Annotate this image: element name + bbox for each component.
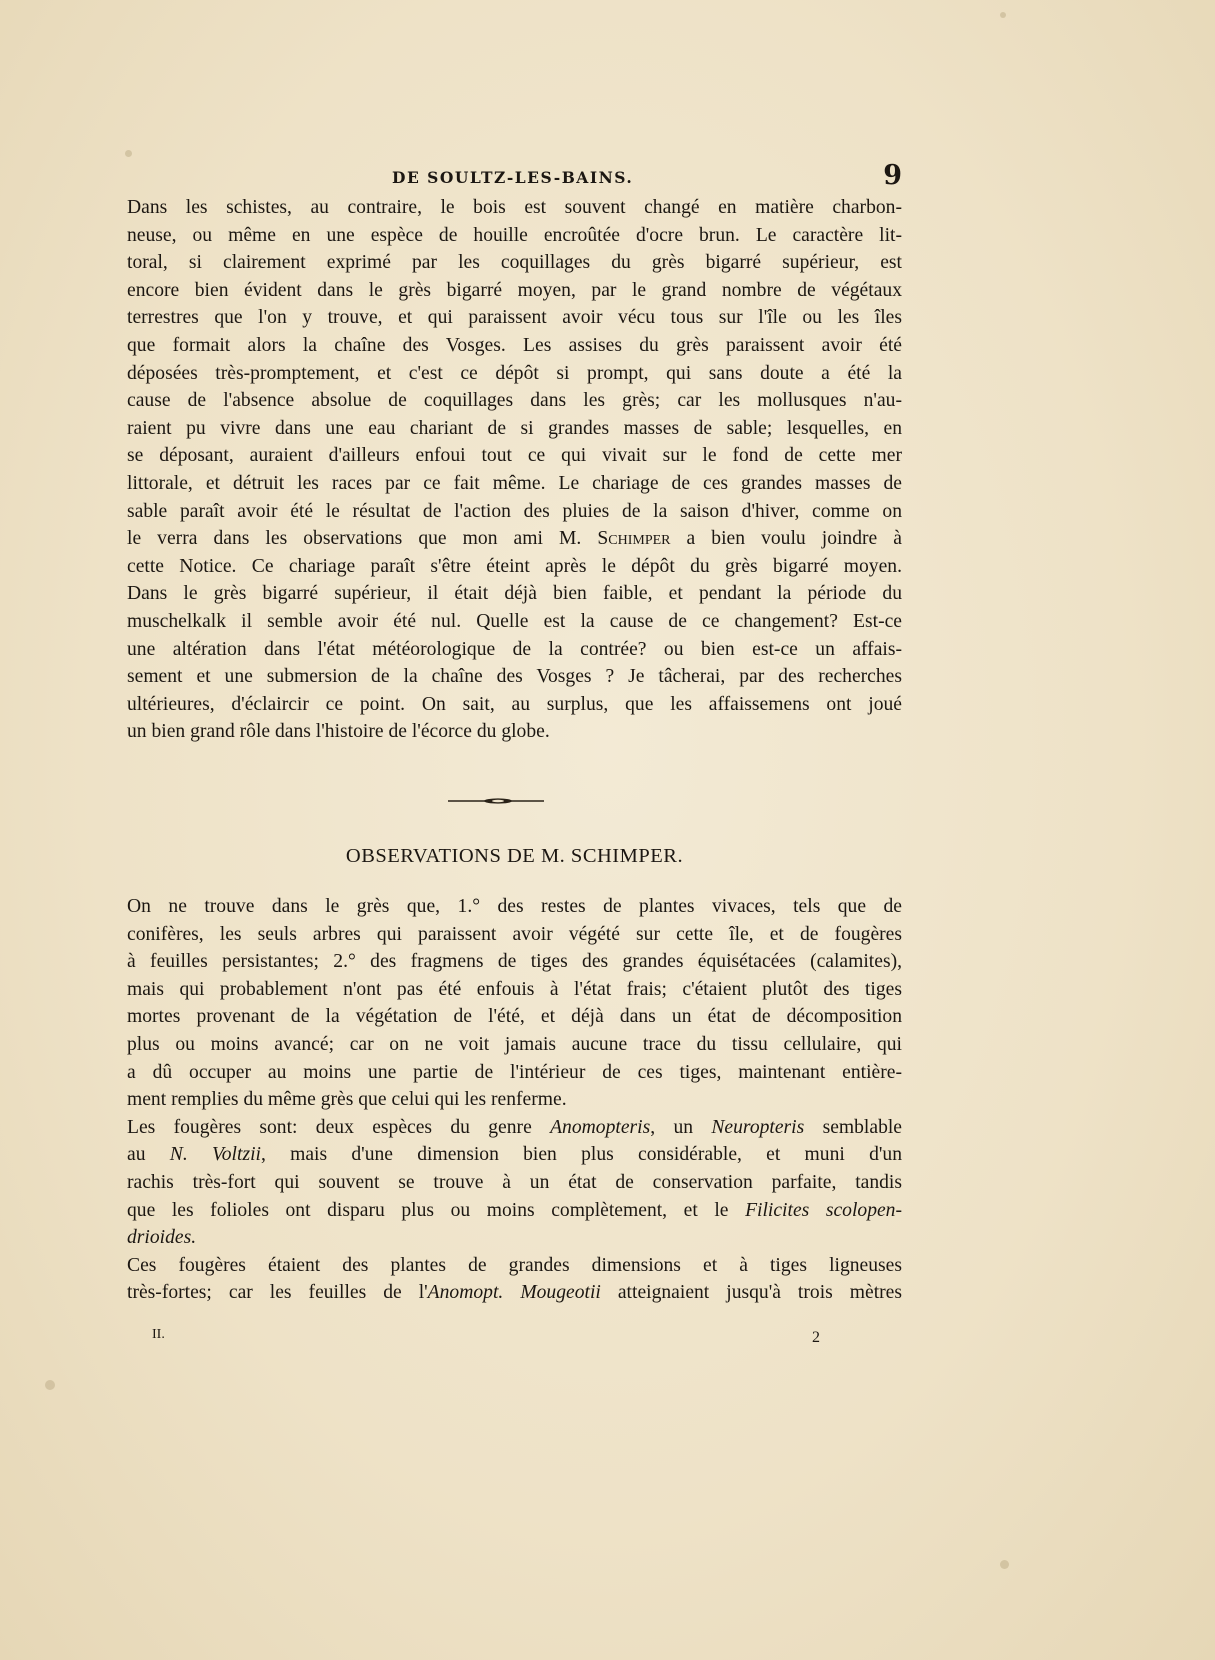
text-line: ultérieures, d'éclaircir ce point. On sait, au surplus, que les affaissemens ont joué (127, 693, 902, 715)
species-name: Anomopt. Mougeotii (427, 1282, 601, 1304)
signature-mark: II. (152, 1327, 165, 1342)
running-title: DE SOULTZ-LES-BAINS. (392, 168, 634, 187)
text-line: rachis très-fort qui souvent se trouve à un état de conservation parfaite, tandis (127, 1171, 902, 1193)
paragraph-2 (127, 893, 902, 1307)
text-line: Ces fougères étaient des plantes de grandes dimensions et à tiges ligneuses (127, 1254, 902, 1276)
text-line: muschelkalk il semble avoir été nul. Quelle est la cause de ce changement? Est-ce (127, 610, 902, 632)
text-line: déposées très-promptement, et c'est ce dépôt si prompt, qui sans doute a été la (127, 362, 902, 384)
text-line: Dans les schistes, au contraire, le bois est souvent changé en matière charbon- (127, 197, 902, 218)
text-line: ment remplies du même grès que celui qui les renferme. (127, 1089, 567, 1111)
text-line: Les fougères sont: deux espèces du genre Anomopteris, un Neuropteris semblable (127, 1116, 903, 1138)
text-line: cette Notice. Ce chariage paraît s'être éteint après le dépôt du grès bigarré moyen. (127, 555, 902, 577)
species-name: drioides. (127, 1227, 197, 1249)
text-line: se déposant, auraient d'ailleurs enfoui tout ce qui vivait sur le fond de cette mer (127, 445, 902, 467)
foxing-spot (1000, 1560, 1009, 1569)
text-line: très-fortes; car les feuilles de l'Anomopt. Mougeotii atteignaient jusqu'à trois mètres (127, 1282, 902, 1304)
foxing-spot (125, 150, 132, 157)
running-header (127, 160, 902, 192)
text-line: à feuilles persistantes; 2.° des fragmens de tiges des grandes équisétacées (calamites), (127, 951, 902, 973)
foxing-spot (1000, 12, 1006, 18)
paragraph-3 (127, 1114, 902, 1252)
text-line: au N. Voltzii, mais d'une dimension bien plus considérable, et muni d'un (127, 1144, 902, 1166)
text-line (127, 1224, 902, 1252)
paragraph-1 (127, 194, 902, 746)
foxing-spot (45, 1380, 55, 1390)
ornament-divider (448, 795, 544, 807)
text-line: que formait alors la chaîne des Vosges. Les assises du grès paraissent avoir été (127, 334, 902, 356)
text-line: plus ou moins avancé; car on ne voit jamais aucune trace du tissu cellulaire, qui (127, 1033, 902, 1055)
text-line: sable paraît avoir été le résultat de l'action des pluies de la saison d'hiver, comme on (127, 500, 902, 522)
text-line: un bien grand rôle dans l'histoire de l'écorce du globe. (127, 721, 550, 743)
paragraph-4 (127, 1252, 902, 1307)
text-line: conifères, les seuls arbres qui paraissent avoir végété sur cette île, et de fougères (127, 923, 902, 945)
species-name: N. Voltzii (169, 1144, 261, 1166)
text-line: mais qui probablement n'ont pas été enfouis à l'état frais; c'étaient plutôt des tiges (127, 978, 902, 1000)
person-name: Schimper (597, 528, 671, 550)
section-title: OBSERVATIONS DE M. SCHIMPER. (345, 845, 684, 867)
text-line: neuse, ou même en une espèce de houille encroûtée d'ocre brun. Le caractère lit- (127, 224, 902, 246)
text-line: terrestres que l'on y trouve, et qui paraissent avoir vécu tous sur l'île ou les îles (127, 307, 902, 329)
text-line: Dans le grès bigarré supérieur, il était déjà bien faible, et pendant la période du (127, 583, 902, 605)
sheet-number: 2 (812, 1329, 820, 1346)
species-name: Filicites scolopen- (745, 1199, 903, 1221)
text-line: encore bien évident dans le grès bigarré moyen, par le grand nombre de végétaux (127, 279, 902, 301)
genus-name: Anomopteris (550, 1116, 651, 1138)
text-line: mortes provenant de la végétation de l'été, et déjà dans un état de décomposition (127, 1006, 902, 1028)
text-line: sement et une submersion de la chaîne des Vosges ? Je tâcherai, par des recherches (127, 666, 902, 688)
text-line: toral, si clairement exprimé par les coquillages du grès bigarré supérieur, est (127, 252, 902, 274)
text-line: une altération dans l'état météorologique de la contrée? ou bien est-ce un affais- (127, 638, 902, 660)
text-line: a dû occuper au moins une partie de l'intérieur de ces tiges, maintenant entière- (127, 1061, 902, 1083)
genus-name: Neuropteris (711, 1116, 805, 1138)
page-number: 9 (883, 160, 902, 191)
text-line: littorale, et détruit les races par ce fait même. Le chariage de ces grandes masses de (127, 472, 902, 494)
text-line: On ne trouve dans le grès que, 1.° des restes de plantes vivaces, tels que de (127, 896, 902, 917)
text-line: le verra dans les observations que mon ami M. Schimper a bien voulu joindre à (127, 528, 902, 550)
text-line: cause de l'absence absolue de coquillages dans les grès; car les mollusques n'au- (127, 390, 902, 412)
text-line: que les folioles ont disparu plus ou moins complètement, et le Filicites scolopen- (127, 1199, 903, 1221)
text-line: raient pu vivre dans une eau chariant de si grandes masses de sable; lesquelles, en (127, 417, 902, 439)
